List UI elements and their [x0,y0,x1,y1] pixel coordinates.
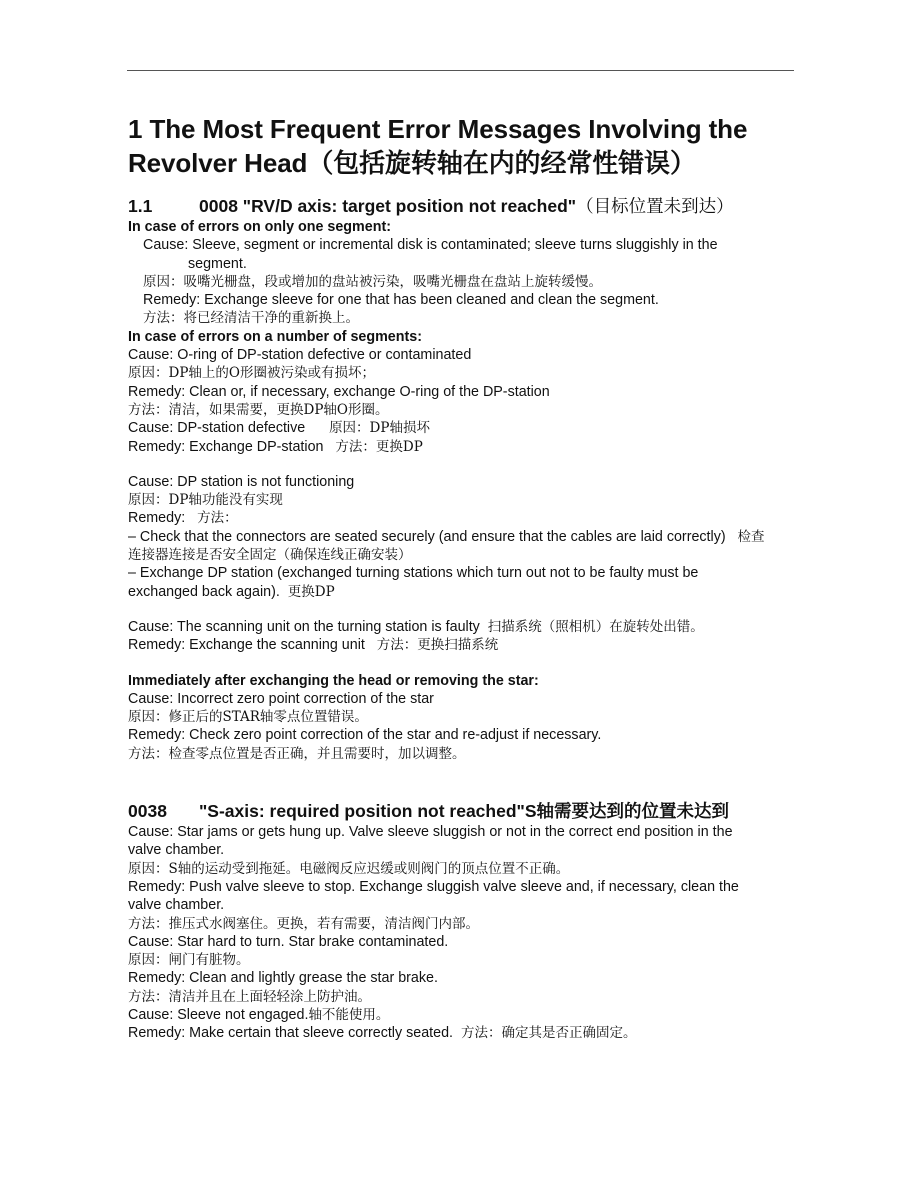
scan-cause-cn: 扫描系统（照相机）在旋转处出错。 [487,618,704,635]
multi-segment-cause2-cn: 原因：DP轴损坏 [329,420,430,437]
s-remedy2-cn: 方法：清洁并且在上面轻轻涂上防护油。 [128,988,371,1005]
multi-segment-cause2-row [128,419,768,437]
section-heading-text: 0008 "RV/D axis: target position not reached" [199,196,577,216]
s-remedy1: Remedy: Push valve sleeve to stop. Exchange sluggish valve sleeve and, if necessary, clean the valve chamber. [128,878,739,914]
section2-number: 0038 [128,801,167,822]
dp-step2-row [128,564,768,601]
multi-segment-remedy1-cn: 方法：清洁，如果需要，更换DP轴O形圈。 [128,401,389,418]
one-segment-cause: Cause: Sleeve, segment or incremental disk is contaminated; sleeve turns sluggishly in the segment. [143,237,718,272]
scan-cause: Cause: The scanning unit on the turning station is faulty [128,618,480,635]
dp-remedy: Remedy: [128,510,186,527]
multi-segment-cause1-cn: 原因：DP轴上的O形圈被污染或有损坏； [128,365,375,382]
s-cause3-cn: 轴不能使用。 [308,1006,390,1023]
section-heading-cn: （目标位置未到达） [576,196,734,216]
section-number: 1.1 [128,196,153,216]
scan-remedy-cn: 方法：更换扫描系统 [376,637,499,654]
s-remedy3-cn: 方法：确定其是否正确固定。 [460,1025,637,1042]
multi-segment-remedy2: Remedy: Exchange DP-station [128,438,324,455]
multi-segment-label: In case of errors on a number of segments: [128,328,422,345]
after-exchange-label: Immediately after exchanging the head or removing the star: [128,672,539,689]
dp-step1-cn: 检查连接器连接是否安全固定（确保连线正确安装） [128,528,765,564]
one-segment-remedy: Remedy: Exchange sleeve for one that has been cleaned and clean the segment. [143,292,659,309]
multi-segment-remedy1: Remedy: Clean or, if necessary, exchange O-ring of the DP-station [128,383,550,400]
one-segment-cause-cn: 原因：吸嘴光栅盘，段或增加的盘站被污染，吸嘴光栅盘在盘站上旋转缓慢。 [143,273,602,290]
s-cause3: Cause: Sleeve not engaged. [128,1006,309,1023]
s-cause2-cn: 原因：闸门有脏物。 [128,952,250,969]
after-exchange-remedy-cn: 方法：检查零点位置是否正确，并且需要时，加以调整。 [128,745,466,762]
s-cause2: Cause: Star hard to turn. Star brake contaminated. [128,933,449,950]
document-body [128,112,768,1043]
header-rule [127,70,794,71]
dp-cause-cn: 原因：DP轴功能没有实现 [128,492,283,509]
section-heading-0008 [128,194,768,218]
dp-step1-row [128,528,768,565]
scan-remedy: Remedy: Exchange the scanning unit [128,637,365,654]
dp-remedy-cn: 方法： [197,510,238,527]
one-segment-label: In case of errors on only one segment: [128,219,391,235]
s-cause1-cn: 原因：S轴的运动受到拖延。电磁阀反应迟缓或则阀门的顶点位置不正确。 [128,860,570,877]
dp-step1: – Check that the connectors are seated securely (and ensure that the cables are laid correctly) [128,528,726,545]
s-cause3-row [128,1006,768,1024]
dp-cause: Cause: DP station is not functioning [128,473,355,490]
one-segment-remedy-cn: 方法：将已经清洁干净的重新换上。 [143,310,359,327]
scan-remedy-row [128,636,768,654]
after-exchange-remedy: Remedy: Check zero point correction of the star and re-adjust if necessary. [128,727,602,744]
section2-heading-text: "S-axis: required position not reached" [199,801,525,822]
dp-step2: – Exchange DP station (exchanged turning stations which turn out not to be faulty must be exchanged back again). [128,565,699,600]
multi-segment-cause2: Cause: DP-station defective [128,420,306,437]
s-remedy3: Remedy: Make certain that sleeve correctly seated. [128,1025,454,1042]
after-exchange-cause-cn: 原因：修正后的STAR轴零点位置错误。 [128,709,368,726]
multi-segment-remedy2-row [128,438,768,456]
multi-segment-cause1: Cause: O-ring of DP-station defective or contaminated [128,347,472,364]
s-cause1: Cause: Star jams or gets hung up. Valve sleeve sluggish or not in the correct end position in the valve chamber. [128,824,733,859]
page-title: 1 The Most Frequent Error Messages Involving the Revolver Head（包括旋转轴在内的经常性错误） [128,114,748,178]
scan-cause-row [128,618,768,636]
dp-step2-cn: 更换DP [287,583,335,600]
dp-remedy-row [128,509,768,527]
multi-segment-remedy2-cn: 方法：更换DP [335,438,423,455]
section-heading-0038 [128,799,768,823]
s-remedy3-row [128,1024,768,1042]
after-exchange-cause: Cause: Incorrect zero point correction of the star [128,690,434,707]
section2-heading-cn: S轴需要达到的位置未达到 [524,801,729,822]
s-remedy2: Remedy: Clean and lightly grease the star brake. [128,970,438,987]
s-remedy1-cn: 方法：推压式水阀塞住。更换，若有需要，清洁阀门内部。 [128,915,479,932]
